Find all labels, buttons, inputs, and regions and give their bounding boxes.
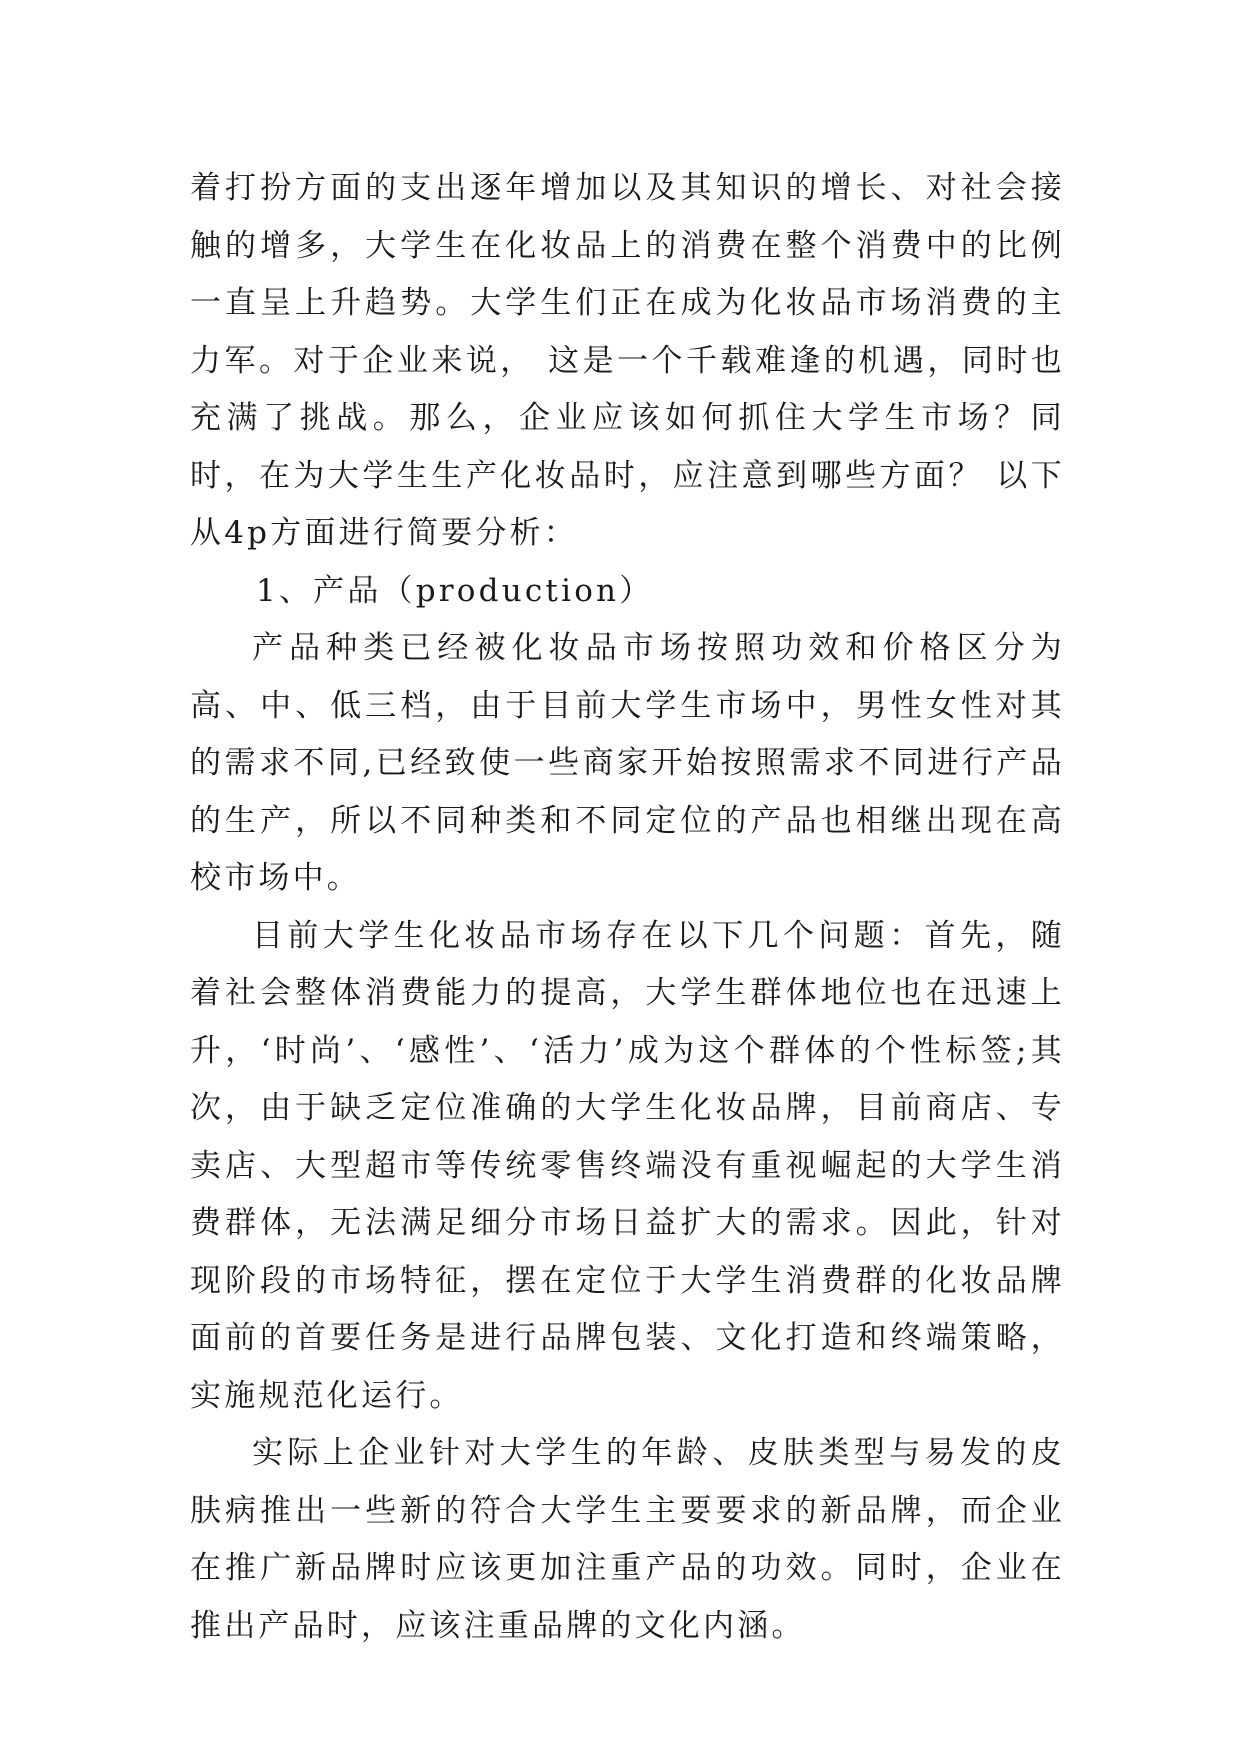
paragraph-brand-advice: 实际上企业针对大学生的年龄、皮肤类型与易发的皮肤病推出一些新的符合大学生主要要求的新品牌，而企业在推广新品牌时应该更加注重产品的功效。同时，企业在推出产品时，应该注重品牌的文化内涵。 — [190, 1435, 1065, 1644]
paragraph-product-types: 产品种类已经被化妆品市场按照功效和价格区分为高、中、低三档，由于目前大学生市场中，男性女性对其的需求不同,已经致使一些商家开始按照需求不同进行产品的生产，所以不同种类和不同定位的产品也相继出现在高校市场中。 — [190, 630, 1065, 896]
section-heading-product: 1、产品（production） — [256, 572, 654, 609]
document-body — [190, 160, 1065, 1655]
paragraph-market-problems: 目前大学生化妆品市场存在以下几个问题：首先，随着社会整体消费能力的提高，大学生群体地位也在迅速上升，‘时尚’、‘感性’、‘活力’成为这个群体的个性标签;其次，由于缺乏定位准确的大学生化妆品牌，目前商店、专卖店、大型超市等传统零售终端没有重视崛起的大学生消费群体，无法满足细分市场日益扩大的需求。因此，针对现阶段的市场特征，摆在定位于大学生消费群的化妆品牌面前的首要任务是进行品牌包装、文化打造和终端策略，实施规范化运行。 — [190, 917, 1065, 1414]
paragraph-intro: 着打扮方面的支出逐年增加以及其知识的增长、对社会接触的增多，大学生在化妆品上的消费在整个消费中的比例一直呈上升趋势。大学生们正在成为化妆品市场消费的主力军。对于企业来说， 这是一个千载难逢的机遇，同时也充满了挑战。那么，企业应该如何抓住大学生市场？同时，在为大学生生产化妆品时，应注意到哪些方面？ 以下从4p方面进行简要分析： — [190, 170, 1065, 551]
